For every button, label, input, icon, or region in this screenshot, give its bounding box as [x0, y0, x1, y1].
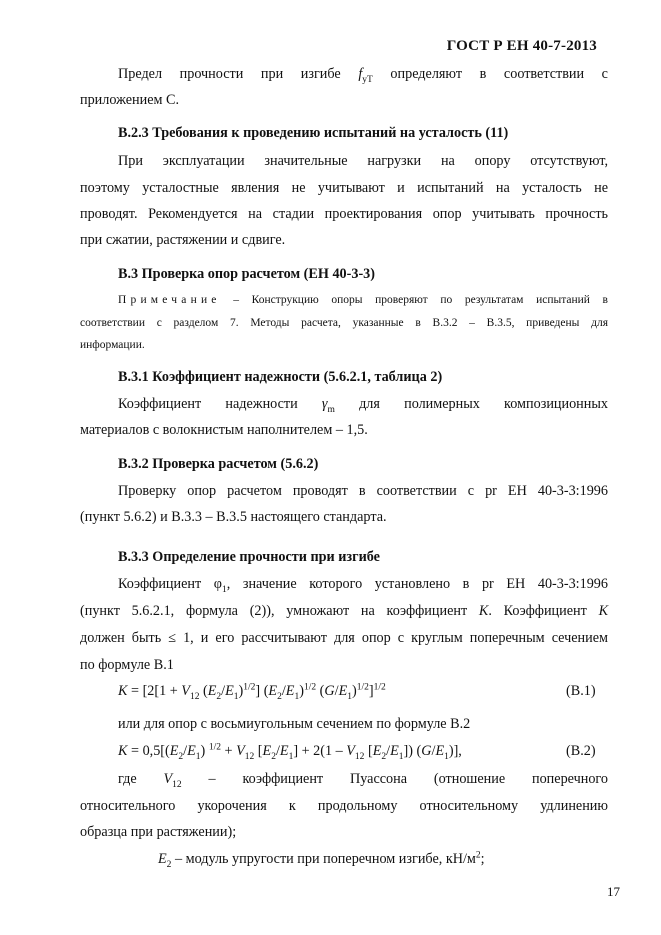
note-line: соответствии с разделом 7. Методы расчета, указанные в В.3.2 – В.3.5, приведены для: [80, 317, 608, 329]
text-fragment: ;: [480, 851, 485, 867]
symbol-subscript: 2: [166, 859, 172, 870]
text-fragment: , значение которого установлено в pr EH 40-3-3:1996: [226, 576, 608, 592]
superscript: 2: [475, 850, 481, 861]
text-fragment: где: [118, 771, 164, 787]
symbol: V: [163, 771, 173, 787]
equation-number: (В.1): [566, 683, 596, 699]
symbol-subscript: 1: [221, 584, 227, 595]
formula-b2: $K = 0,5[(E_2/E_1) ^{1/2} + V_{12}$ $[E_2/E_1] + 2(1 - V_{12}$ $[E_2/E_1]$) $(G/E_1)$],: [118, 742, 462, 762]
symbol: γ: [321, 396, 328, 412]
section-heading: В.3 Проверка опор расчетом (ЕН 40-3-3): [118, 266, 375, 282]
section-heading: В.3.1 Коэффициент надежности (5.6.2.1, таблица 2): [118, 369, 443, 385]
paragraph-line: материалов с волокнистым наполнителем – 1,5.: [80, 422, 368, 438]
formula-b1: $K = [2[1 + V_{12}$ $(E_2/E_1)^{1/2}$] $(E_2/E_1)^{1/2}$ $(G/E_1)^{1/2}]^{1/2}$: [118, 682, 386, 702]
symbol-subscript: уТ: [362, 74, 373, 85]
section-heading: В.3.2 Проверка расчетом (5.6.2): [118, 456, 319, 472]
paragraph-line: относительного укорочения к продольному относительному удлинению: [80, 798, 608, 814]
text-fragment: – коэффициент Пуассона (отношение поперечного: [181, 771, 608, 787]
paragraph-line: приложением С.: [80, 92, 180, 108]
paragraph-line: по формуле В.1: [80, 657, 174, 673]
paragraph-line: [80, 603, 608, 619]
symbol: E: [158, 851, 167, 867]
text-fragment: (пункт 5.6.2.1, формула (2)), умножают на коэффициент: [80, 603, 479, 619]
page-number: 17: [607, 884, 620, 899]
paragraph-line: [118, 396, 608, 415]
text-fragment: . Коэффициент: [488, 603, 599, 619]
paragraph-line: проводят. Рекомендуется на стадии проектирования опор учитывать прочность: [80, 206, 608, 222]
paragraph-line: [118, 576, 608, 595]
note-label: Примечание: [118, 294, 221, 306]
paragraph-line: поэтому усталостные явления не учитывают и испытаний на усталость не: [80, 180, 608, 196]
text-fragment: Коэффициент φ: [118, 576, 222, 592]
paragraph-line: При эксплуатации значительные нагрузки на опору отсутствуют,: [118, 153, 608, 169]
document-code: ГОСТ Р ЕН 40-7-2013: [446, 38, 597, 54]
text-fragment: – модуль упругости при поперечном изгибе, кН/м: [171, 851, 476, 867]
symbol: К: [478, 603, 489, 619]
paragraph-line: [118, 66, 608, 85]
paragraph-line: или для опор с восьмиугольным сечением по формуле В.2: [118, 716, 471, 732]
symbol-subscript: m: [327, 404, 335, 415]
paragraph-line: при сжатии, растяжении и сдвиге.: [80, 232, 286, 248]
paragraph-line: (пункт 5.6.2) и В.3.3 – В.3.5 настоящего стандарта.: [80, 509, 387, 525]
paragraph-line: Проверку опор расчетом проводят в соответствии с pr EH 40-3-3:1996: [118, 483, 608, 499]
section-heading: В.2.3 Требования к проведению испытаний на усталость (11): [118, 125, 509, 141]
section-heading: В.3.3 Определение прочности при изгибе: [118, 549, 380, 565]
paragraph-line: образца при растяжении);: [80, 824, 237, 840]
note-line: [118, 292, 608, 308]
text-fragment: определяют в соответствии с: [372, 66, 608, 82]
note-line: информации.: [80, 339, 145, 351]
text-fragment: – Конструкцию опоры проверяют по результатам испытаний в: [220, 294, 608, 306]
symbol: f: [358, 66, 363, 82]
paragraph-line: [158, 850, 485, 870]
paragraph-line: должен быть ≤ 1, и его рассчитывают для опор с круглым поперечным сечением: [80, 630, 608, 646]
paragraph-line: [118, 771, 608, 790]
symbol: К: [598, 603, 608, 619]
text-fragment: Предел прочности при изгибе: [118, 66, 359, 82]
text-fragment: для полимерных композиционных: [334, 396, 608, 412]
symbol-subscript: 12: [172, 779, 182, 790]
equation-number: (В.2): [566, 743, 596, 759]
text-fragment: Коэффициент надежности: [118, 396, 322, 412]
